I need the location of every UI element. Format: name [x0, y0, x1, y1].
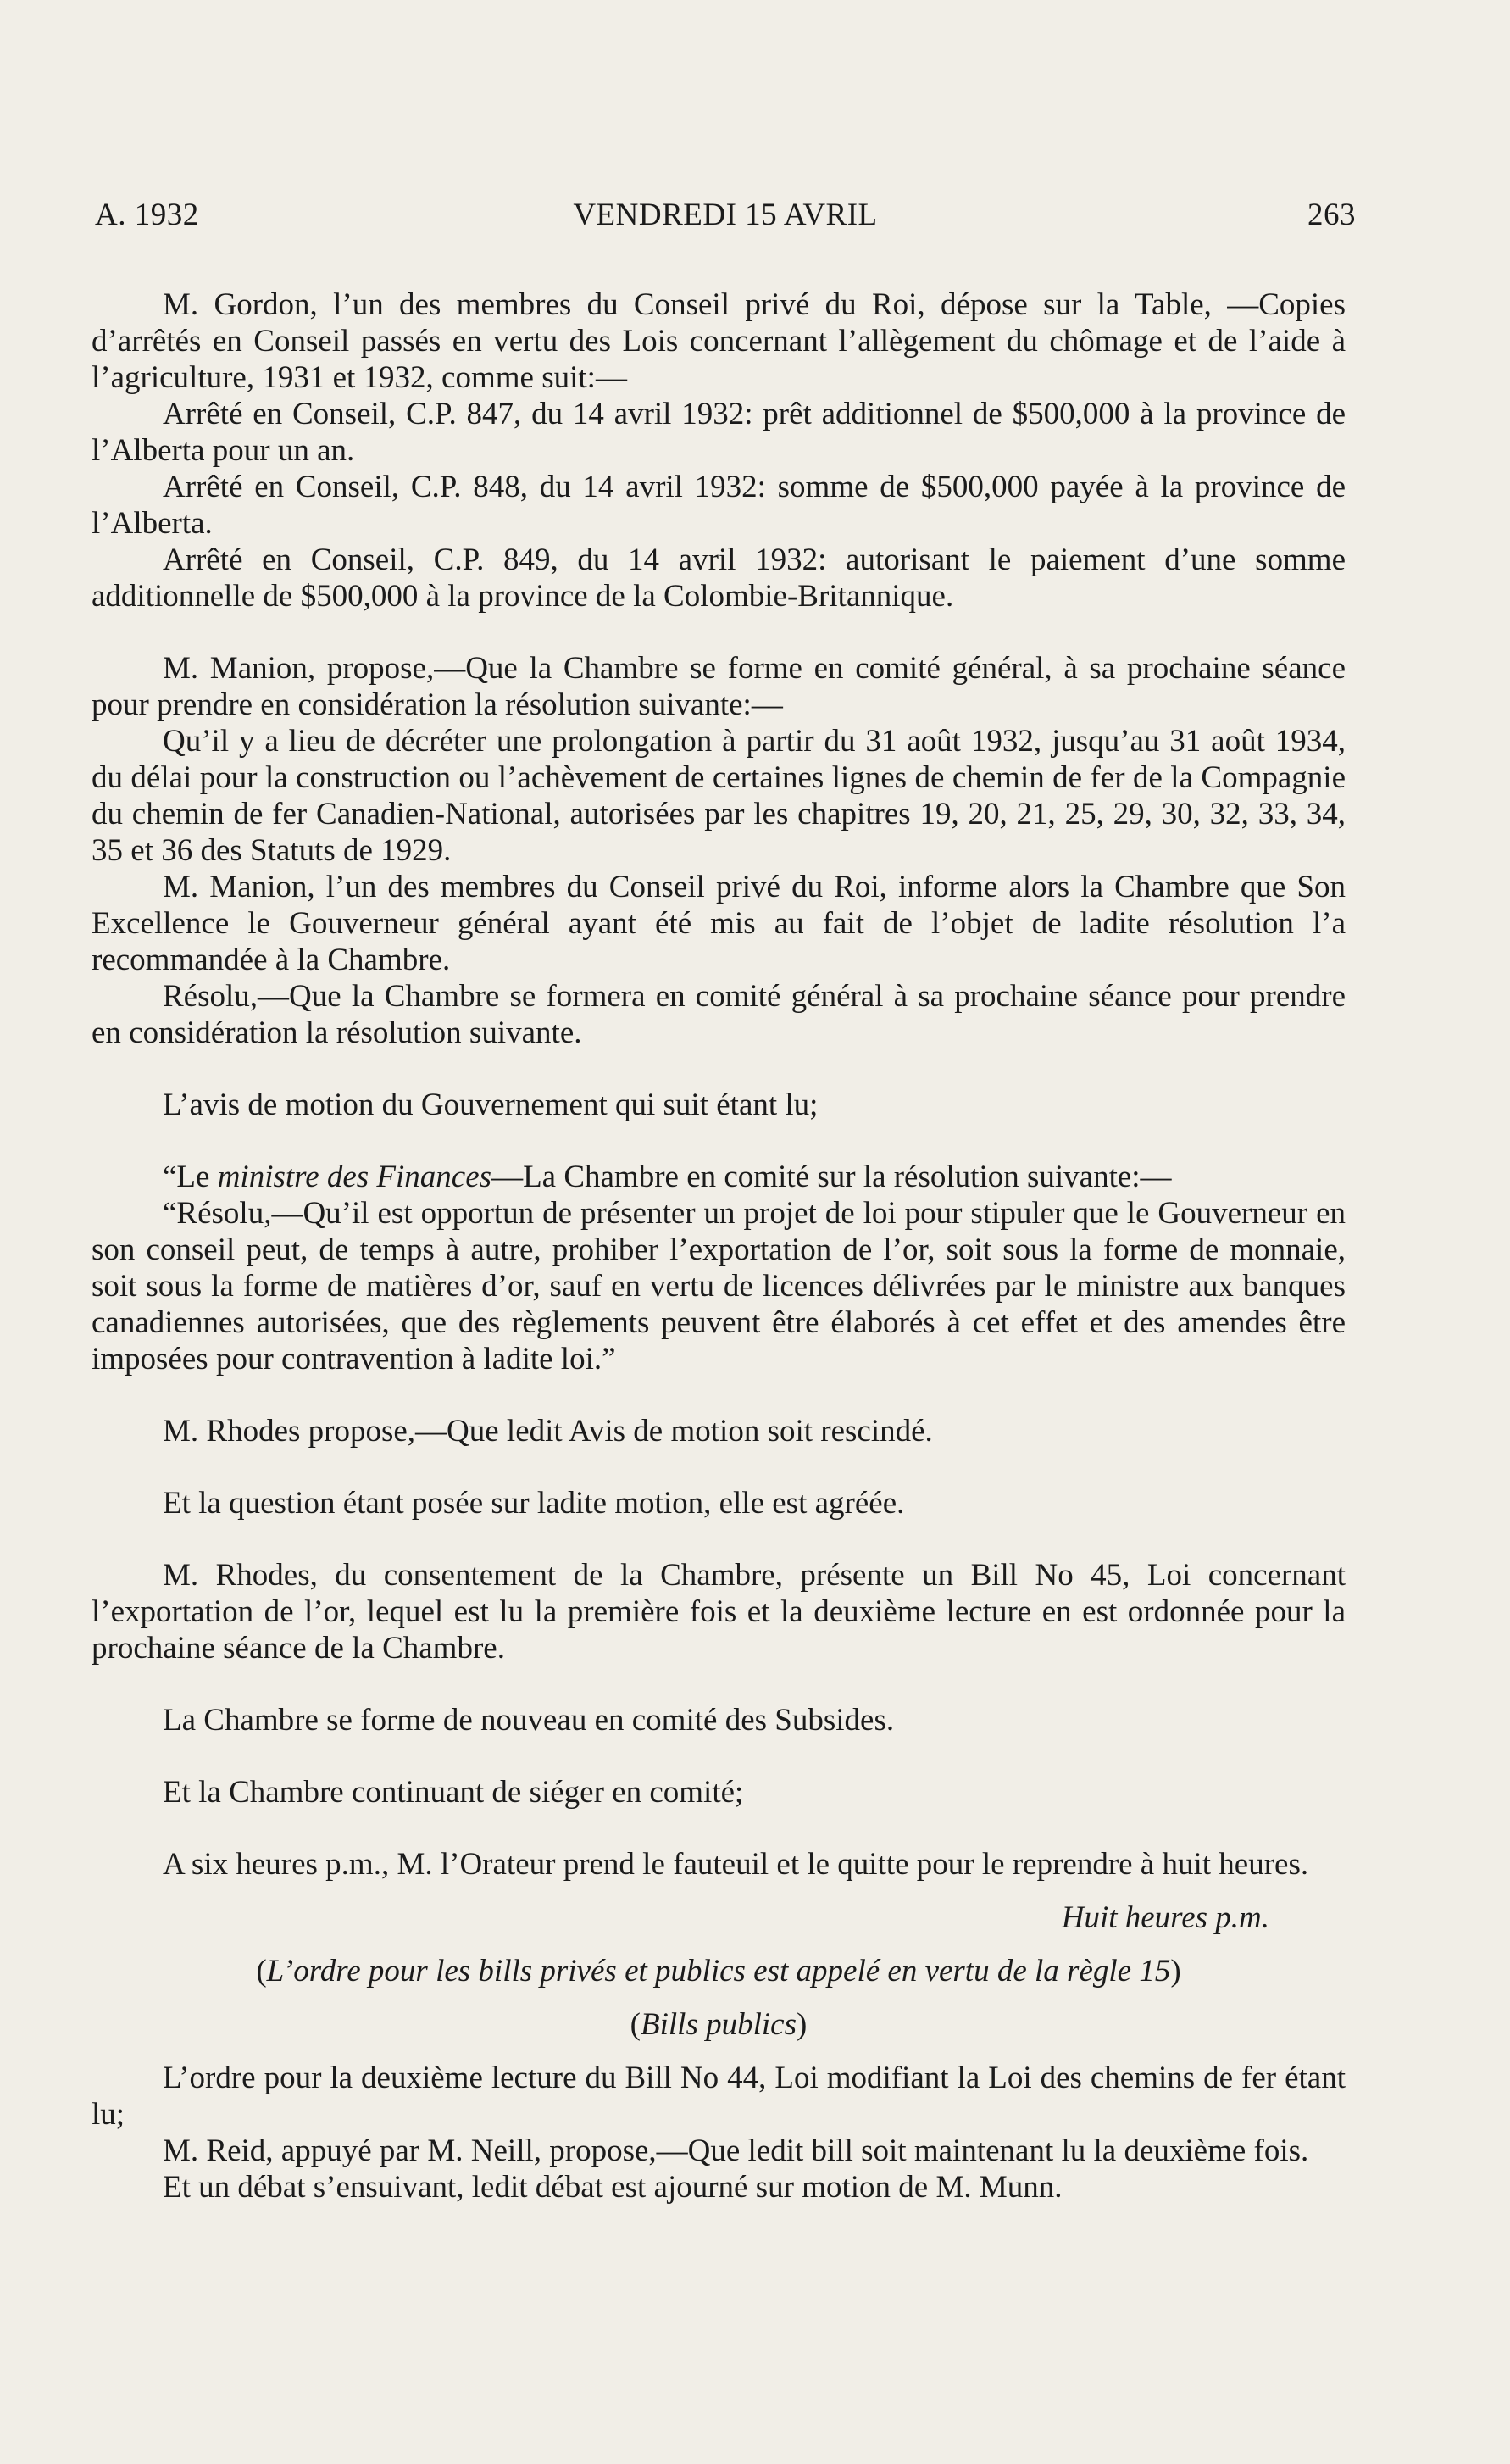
- time-heading: Huit heures p.m.: [1061, 1900, 1269, 1935]
- paragraph: La Chambre se forme de nouveau en comité des Subsides.: [163, 1703, 895, 1738]
- paragraph: M. Reid, appuyé par M. Neill, propose,—Que ledit bill soit maintenant lu la deuxième fois.: [163, 2133, 1309, 2168]
- bills-publics-italic: Bills publics: [641, 2007, 797, 2042]
- paragraph: “Résolu,—Qu’il est opportun de présenter un projet de loi pour stipuler que le Gouverneur en son conseil peut, de temps à autre, prohiber l’exportation de l’or, soit sous la forme de monnaie, soit sous la forme de matières d’or, sauf en vertu de licences délivrées par le ministre aux banques canadiennes autorisées, que des règlements peuvent être élaborés à cet effet et des amendes être imposées pour contravention à ladite loi.”: [92, 1196, 1346, 1377]
- paren-open: (: [256, 1954, 267, 1988]
- ordre-line: [92, 1953, 1346, 1989]
- paren-close: ): [796, 2007, 808, 2042]
- header-year: A. 1932: [95, 197, 199, 232]
- paragraph: L’avis de motion du Gouvernement qui suit étant lu;: [163, 1087, 819, 1122]
- paragraph: Et un débat s’ensuivant, ledit débat est ajourné sur motion de M. Munn.: [163, 2170, 1063, 2205]
- quote-italic: ministre des Finances: [217, 1160, 492, 1194]
- paragraph: Et la question étant posée sur ladite motion, elle est agréée.: [163, 1486, 905, 1521]
- paragraph: Arrêté en Conseil, C.P. 847, du 14 avril 1932: prêt additionnel de $500,000 à la province de l’Alberta pour un an.: [92, 397, 1346, 468]
- paragraph: Arrêté en Conseil, C.P. 848, du 14 avril 1932: somme de $500,000 payée à la province de l’Alberta.: [92, 470, 1346, 541]
- paragraph: M. Gordon, l’un des membres du Conseil privé du Roi, dépose sur la Table, —Copies d’arrêtés en Conseil passés en vertu des Lois concernant l’allègement du chômage et de l’aide à l’agriculture, 1931 et 1932, comme suit:—: [92, 287, 1346, 395]
- quote-rest: —La Chambre en comité sur la résolution suivante:—: [491, 1160, 1172, 1194]
- page-header: [95, 197, 1356, 239]
- paragraph: Et la Chambre continuant de siéger en comité;: [163, 1775, 744, 1810]
- paragraph: M. Rhodes propose,—Que ledit Avis de motion soit rescindé.: [163, 1414, 933, 1449]
- paragraph: Résolu,—Que la Chambre se formera en comité général à sa prochaine séance pour prendre en considération la résolution suivante.: [92, 979, 1346, 1050]
- quote-open: “Le: [163, 1160, 218, 1194]
- bills-publics-heading: [92, 2006, 1346, 2043]
- paren-open: (: [630, 2007, 641, 2042]
- paragraph: A six heures p.m., M. l’Orateur prend le fauteuil et le quitte pour le reprendre à huit heures.: [163, 1847, 1309, 1882]
- ordre-italic: L’ordre pour les bills privés et publics est appelé en vertu de la règle 15: [266, 1954, 1171, 1988]
- page-number: 263: [1307, 197, 1356, 232]
- paragraph: M. Rhodes, du consentement de la Chambre, présente un Bill No 45, Loi concernant l’exportation de l’or, lequel est lu la première fois et la deuxième lecture en est ordonnée pour la prochaine séance de la Chambre.: [92, 1558, 1346, 1666]
- header-date: VENDREDI 15 AVRIL: [573, 197, 878, 232]
- paragraph: Qu’il y a lieu de décréter une prolongation à partir du 31 août 1932, jusqu’au 31 août 1934, du délai pour la construction ou l’achèvement de certaines lignes de chemin de fer de la Compagnie du chemin de fer Canadien-National, autorisées par les chapitres 19, 20, 21, 25, 29, 30, 32, 33, 34, 35 et 36 des Statuts de 1929.: [92, 724, 1346, 868]
- paragraph: M. Manion, l’un des membres du Conseil privé du Roi, informe alors la Chambre que Son Excellence le Gouverneur général ayant été mis au fait de l’objet de ladite résolution l’a recommandée à la Chambre.: [92, 870, 1346, 977]
- document-body: [92, 286, 1346, 2205]
- ministre-quote: [92, 1159, 1346, 1195]
- paragraph: M. Manion, propose,—Que la Chambre se forme en comité général, à sa prochaine séance pour prendre en considération la résolution suivante:—: [92, 651, 1346, 722]
- paren-close: ): [1170, 1954, 1181, 1988]
- paragraph: L’ordre pour la deuxième lecture du Bill No 44, Loi modifiant la Loi des chemins de fer étant lu;: [92, 2061, 1346, 2132]
- paragraph: Arrêté en Conseil, C.P. 849, du 14 avril 1932: autorisant le paiement d’une somme additionnelle de $500,000 à la province de la Colombie-Britannique.: [92, 542, 1346, 614]
